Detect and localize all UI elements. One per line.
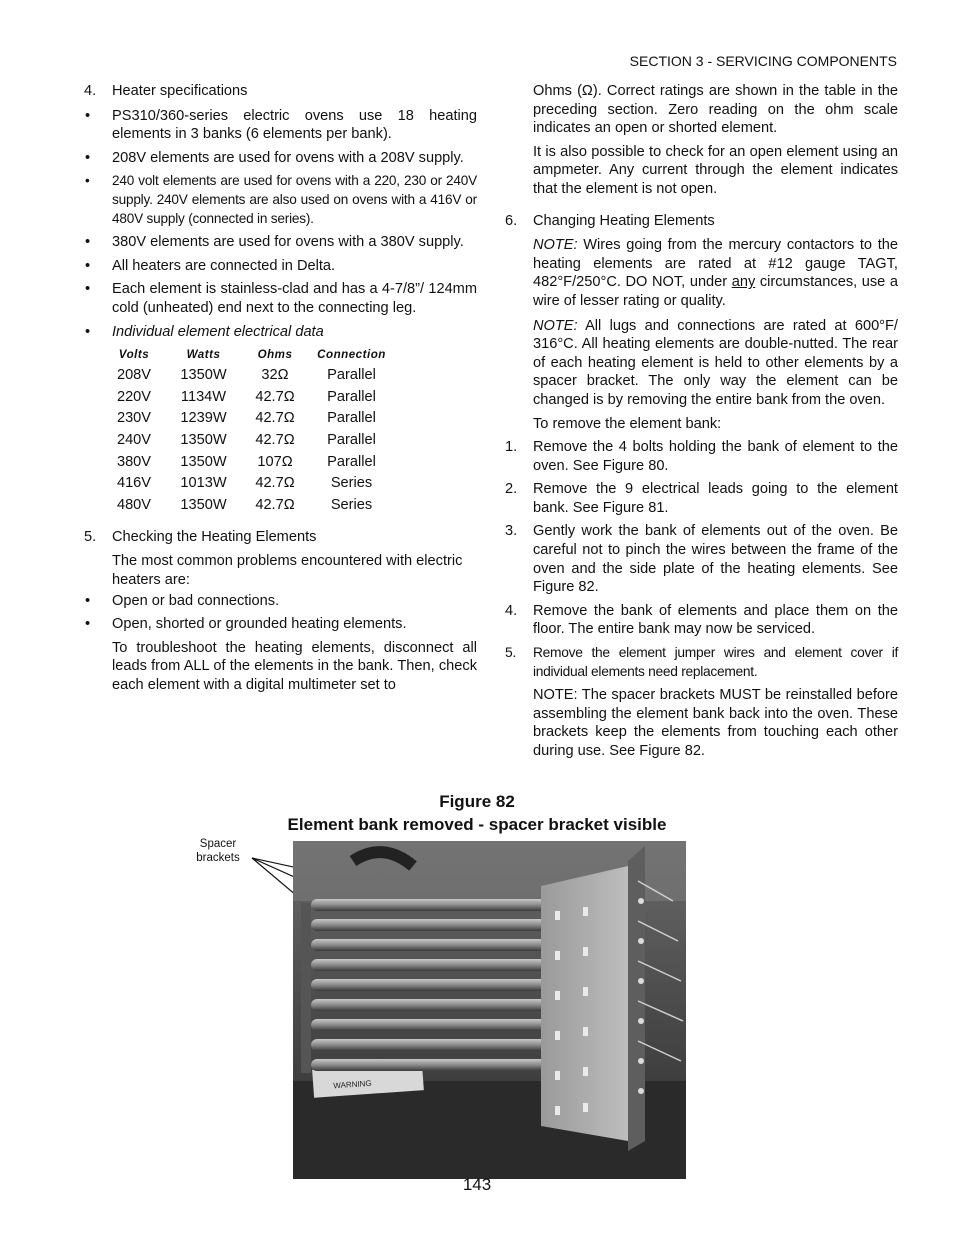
- removal-steps: [505, 438, 898, 681]
- list-item: • Individual element electrical data: [85, 323, 324, 340]
- spacer-brackets-callout: Spacer brackets: [196, 838, 240, 864]
- section-4-number: 4.: [84, 83, 97, 99]
- list-item: • PS310/360-series electric ovens use 18 heating elements in 3 banks (6 elements per bank).: [85, 107, 477, 143]
- note-lugs: NOTE: All lugs and connections are rated at 600°F/ 316°C. All heating elements are double-nutted. The rear of each heating element is held to other elements by a spacer bracket. The only way the element can be changed is by removing the entire bank from the oven.: [533, 317, 898, 408]
- list-item: 5. Remove the element jumper wires and element cover if individual elements need replacement.: [505, 645, 898, 679]
- figure-number: Figure 82: [439, 792, 515, 811]
- col-header-volts: Volts: [118, 348, 150, 362]
- problem-list: [84, 592, 477, 634]
- table-row: 208V 1350W 32Ω Parallel: [116, 367, 376, 384]
- remove-intro: To remove the element bank:: [533, 415, 722, 432]
- spacer-bracket-note: NOTE: The spacer brackets MUST be reinstalled before assembling the element bank back into the oven. These brackets keep the elements from touching each other during use. See Figure 82.: [533, 687, 898, 759]
- heater-spec-list: [84, 107, 477, 342]
- section-5-number: 5.: [84, 528, 97, 545]
- list-item: 4. Remove the bank of elements and place them on the floor. The entire bank may now be serviced.: [505, 602, 898, 638]
- section-5-paragraph: To troubleshoot the heating elements, disconnect all leads from ALL of the elements in the bank. Then, check each element with a digital multimeter set to: [112, 639, 477, 694]
- ohms-paragraph: Ohms (Ω). Correct ratings are shown in the table in the preceding section. Zero reading on the ohm scale indicates an open or shorted element.: [533, 83, 898, 137]
- table-row: 230V 1239W 42.7Ω Parallel: [116, 410, 376, 427]
- note-label: NOTE:: [533, 317, 578, 334]
- section-4-title: Heater specifications: [112, 83, 248, 99]
- list-item: • 240 volt elements are used for ovens with a 220, 230 or 240V supply. 240V elements are also used on ovens with a 416V or 480V supply (connected in series).: [85, 173, 477, 226]
- section-6-title: Changing Heating Elements: [533, 212, 715, 229]
- list-item: • Open, shorted or grounded heating elements.: [85, 616, 407, 633]
- ammeter-paragraph: It is also possible to check for an open element using an ampmeter. Any current through the element indicates that the element is not open.: [533, 143, 898, 197]
- note-label: NOTE:: [533, 237, 578, 254]
- table-row: 480V 1350W 42.7Ω Series: [116, 496, 373, 513]
- right-column: [505, 82, 898, 761]
- page-number: 143: [462, 1175, 492, 1194]
- table-row: 220V 1134W 42.7Ω Parallel: [116, 388, 376, 405]
- col-header-ohms: Ohms: [257, 348, 293, 362]
- svg-text:WARNING: WARNING: [333, 1078, 372, 1091]
- list-item: • Each element is stainless-clad and has a 4-7/8”/ 124mm cold (unheated) end next to the connecting leg.: [85, 281, 477, 316]
- element-data-table: [112, 346, 404, 516]
- left-column: [84, 82, 477, 695]
- figure-caption: Element bank removed - spacer bracket visible: [287, 815, 667, 834]
- section-header: SECTION 3 - SERVICING COMPONENTS: [629, 53, 897, 69]
- section-5-intro: The most common problems encountered with electric heaters are:: [112, 553, 463, 589]
- col-header-watts: Watts: [186, 348, 221, 362]
- list-item: • Open or bad connections.: [85, 592, 280, 609]
- list-item: 3. Gently work the bank of elements out of the oven. Be careful not to pinch the wires between the frame of the oven and the side plate of the heating elements. See Figure 82.: [505, 523, 898, 596]
- list-item: • 380V elements are used for ovens with a 380V supply.: [85, 234, 464, 251]
- section-5-title: Checking the Heating Elements: [112, 528, 317, 545]
- note-wiring: NOTE: Wires going from the mercury contactors to the heating elements are rated at #12 gauge TAGT, 482°F/250°C. DO NOT, under any circumstances, use a wire of lesser rating or quality.: [533, 237, 898, 309]
- list-item: 1. Remove the 4 bolts holding the bank of element to the oven. See Figure 80.: [505, 439, 898, 474]
- section-6-number: 6.: [505, 212, 518, 229]
- table-row: 380V 1350W 107Ω Parallel: [116, 453, 376, 470]
- table-row: 240V 1350W 42.7Ω Parallel: [116, 432, 376, 448]
- section-5-heading: [84, 528, 477, 547]
- col-header-connection: Connection: [317, 348, 386, 362]
- element-bank-photo: [293, 841, 686, 1179]
- section-4-heading: [84, 82, 477, 101]
- list-item: 2. Remove the 9 electrical leads going to the element bank. See Figure 81.: [505, 481, 898, 516]
- table-header-row: [112, 346, 404, 365]
- list-item: • All heaters are connected in Delta.: [85, 257, 336, 274]
- table-row: 416V 1013W 42.7Ω Series: [116, 475, 373, 492]
- section-6-heading: [505, 212, 898, 231]
- list-item: • 208V elements are used for ovens with a 208V supply.: [85, 149, 464, 166]
